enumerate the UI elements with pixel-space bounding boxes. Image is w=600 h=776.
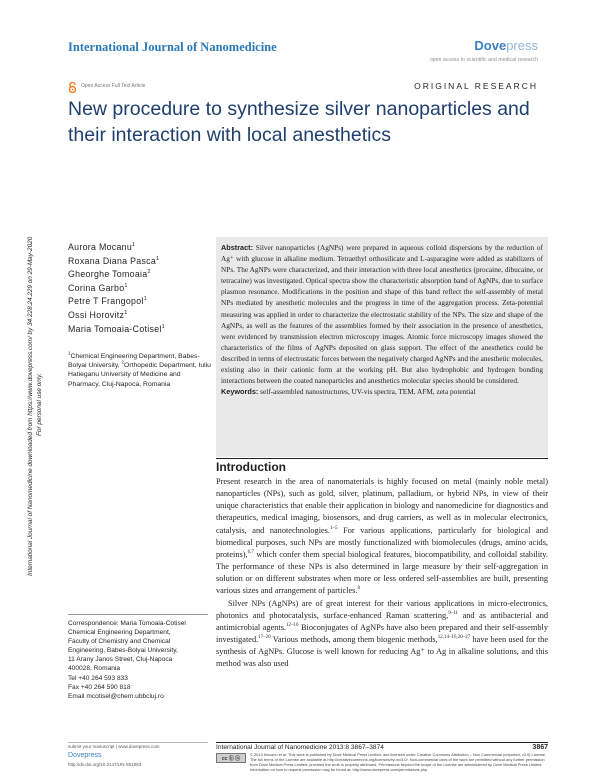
correspondence-email[interactable]: Email mcotisel@chem.ubbcluj.ro <box>68 692 164 700</box>
journal-name: International Journal of Nanomedicine <box>68 40 277 54</box>
download-banner-line1: International Journal of Nanomedicine downloaded from https://www.dovepress.com/ by 34.228.24.229 on 29-May-2020 <box>27 236 34 576</box>
correspondence-line: Correspondence: Maria Tomoaia-Cotisel <box>68 620 186 627</box>
author: Petre T Frangopol$^1$ <box>68 296 148 307</box>
correspondence-line: Chemical Engineering Department, <box>68 629 171 637</box>
correspondence-line: Faculty of Chemistry and Chemical <box>68 638 171 646</box>
correspondence-divider <box>68 614 208 615</box>
paragraph: Present research in the area of nanomaterials is highly focused on metal (mainly noble metal) nanoparticles (NPs), such as gold, silver, platinum, palladium, or hybrid NPs, in view of their unique characteristics that enable their application in biology and nanomedicine for diagnostics and therapeutics, medical imaging, biosensors, and drug carriers, as well as in molecular electronics, catalysis, and nanotechnologies.$^{1-5}$ For various applications, particularly for biological and biomedical purposes, such NPs are mostly functionalized with biomolecules (drugs, amino acids, proteins),$^{6,7}$ which confer them special biological features, biocompatibility, and colloidal stability. The performance of these NPs is also determined in large measure by their self-aggregation in solution or on different substrates when more or less ordered self-assemblies are built, presenting various sizes and arrangement of particles.$^8$ <box>216 477 548 596</box>
open-access-icon <box>68 80 77 91</box>
keywords: Keywords: self-assembled nanostructures, UV-vis spectra, TEM, AFM, zeta potential <box>221 387 476 397</box>
author: Roxana Diana Pasca$^1$ <box>68 255 160 266</box>
publisher-light: press <box>506 38 538 53</box>
author: Ossi Horovitz$^1$ <box>68 309 128 320</box>
publisher-logo[interactable] <box>474 38 538 53</box>
section-divider <box>216 458 548 459</box>
author: Gheorghe Tomoaia$^2$ <box>68 269 151 280</box>
open-access-label: Open Access Full Text Article <box>81 82 146 89</box>
submit-manuscript-link[interactable]: submit your manuscript | www.dovepress.com <box>68 744 160 749</box>
abstract-box <box>216 237 548 457</box>
article-type: ORIGINAL RESEARCH <box>414 81 538 91</box>
paragraph: Silver NPs (AgNPs) are of great interest for their various applications in micro-electronics, photonics and photocatalysis, surface-enhanced Raman scattering,$^{9-11}$ and as antibacterial and antimicrobial agents.$^{12-16}$ Bioconjugates of AgNPs have also been prepared and their self-assembly investigated.$^{17-20}$ Various methods, among them biogenic methods,$^{12,14-16,20-27}$ have been used for the synthesis of AgNPs. Glucose is well known for reducing Ag⁺ to Ag in alkaline solutions, and this method was also used <box>216 598 548 669</box>
correspondence-line: 400028, Romania <box>68 665 121 673</box>
introduction-body <box>216 476 548 671</box>
abstract-text: Abstract: Silver nanoparticles (AgNPs) were prepared in aqueous colloid dispersions by the reduction of Ag⁺ with glucose in alkaline medium. Tetraethyl orthosilicate and L-asparagine were added as stabilizers of NPs. The AgNPs were characterized, and their interaction with three local anesthetics (procaine, dibucaine, or tetracaine) was investigated. Optical spectra show the characteristic absorption band of AgNPs, due to surface plasmon resonance. Modifications in the position and shape of this band reflect the self-assembly of metal NPs mediated by anesthetic molecules and the progress in time of the aggregation process. Zeta-potential measuring was applied in order to characterize the electrostatic stability of the NPs. The size and shape of the AgNPs, as well as the features of the assemblies formed by their association in the presence of anesthetics, were evidenced by transmission electron microscopy images. Atomic force microscopy images showed the characteristics of the films of AgNPs deposited on glass support. The effect of the anesthetics could be described in terms of electrostatic forces between the negatively charged AgNPs and the anesthetic molecules, existing also in their cationic form at the working pH. But also hydrophobic and hydrogen bonding interactions between the coated nanoparticles and anesthetics molecular species should be considered. <box>221 243 543 386</box>
publisher-bold: Dove <box>474 38 507 53</box>
footer-journal-ref: International Journal of Nanomedicine 2013:8 3867–3874 <box>216 744 384 751</box>
footer-divider <box>216 742 548 743</box>
footer-publisher-logo[interactable]: Dovepress <box>68 752 102 759</box>
page-number: 3867 <box>532 744 548 751</box>
correspondence-line: 11 Arany Janos Street, Cluj-Napoca <box>68 656 173 664</box>
correspondence-block <box>68 619 218 701</box>
author: Maria Tomoaia-Cotisel$^1$ <box>68 323 166 334</box>
author-list <box>68 241 165 336</box>
affiliations: $^1$Chemical Engineering Department, Babes-Bolyai University, $^2$Orthopedic Department, Iuliu Hatieganu University of Medicine and Pharmacy, Cluj-Napoca, Romania <box>68 350 211 388</box>
correspondence-line: Tel +40 264 593 833 <box>68 674 128 682</box>
correspondence-line: Fax +40 264 590 818 <box>68 683 131 691</box>
author: Aurora Mocanu$^1$ <box>68 242 136 252</box>
keywords-label: Keywords: <box>221 387 259 397</box>
download-banner-line2: For personal use only. <box>36 373 43 436</box>
footer-left-divider <box>68 742 208 743</box>
open-access-row <box>68 80 145 91</box>
author: Corina Garbo$^1$ <box>68 282 128 293</box>
doi-link[interactable]: http://dx.doi.org/10.2147/IJN.S51063 <box>68 762 142 767</box>
cc-license-icon[interactable]: cc ⓑ ⓝ <box>216 753 246 763</box>
section-heading-introduction: Introduction <box>216 460 286 474</box>
publisher-tagline: open access to scientific and medical research <box>430 57 538 63</box>
abstract-label: Abstract: <box>221 243 254 252</box>
license-text: © 2013 Mocanu et al. This work is published by Dove Medical Press Limited, and licensed under Creative Commons Attribution – Non Commercial (unported, v3.0) License. The full terms of the License are available at http://creativecommons.org/licenses/by-nc/3.0/. Non-commercial uses of the work are permitted without any further permission from Dove Medical Press Limited, provided the work is properly attributed. Permissions beyond the scope of the License are administered by Dove Medical Press Limited. Information on how to request permission may be found at: http://www.dovepress.com/permissions.php <box>250 752 547 772</box>
article-title: New procedure to synthesize silver nanoparticles and their interaction with local anesthetics <box>68 98 530 146</box>
correspondence-line: Engineering, Babes-Bolyai University, <box>68 647 178 655</box>
download-banner <box>22 136 50 576</box>
